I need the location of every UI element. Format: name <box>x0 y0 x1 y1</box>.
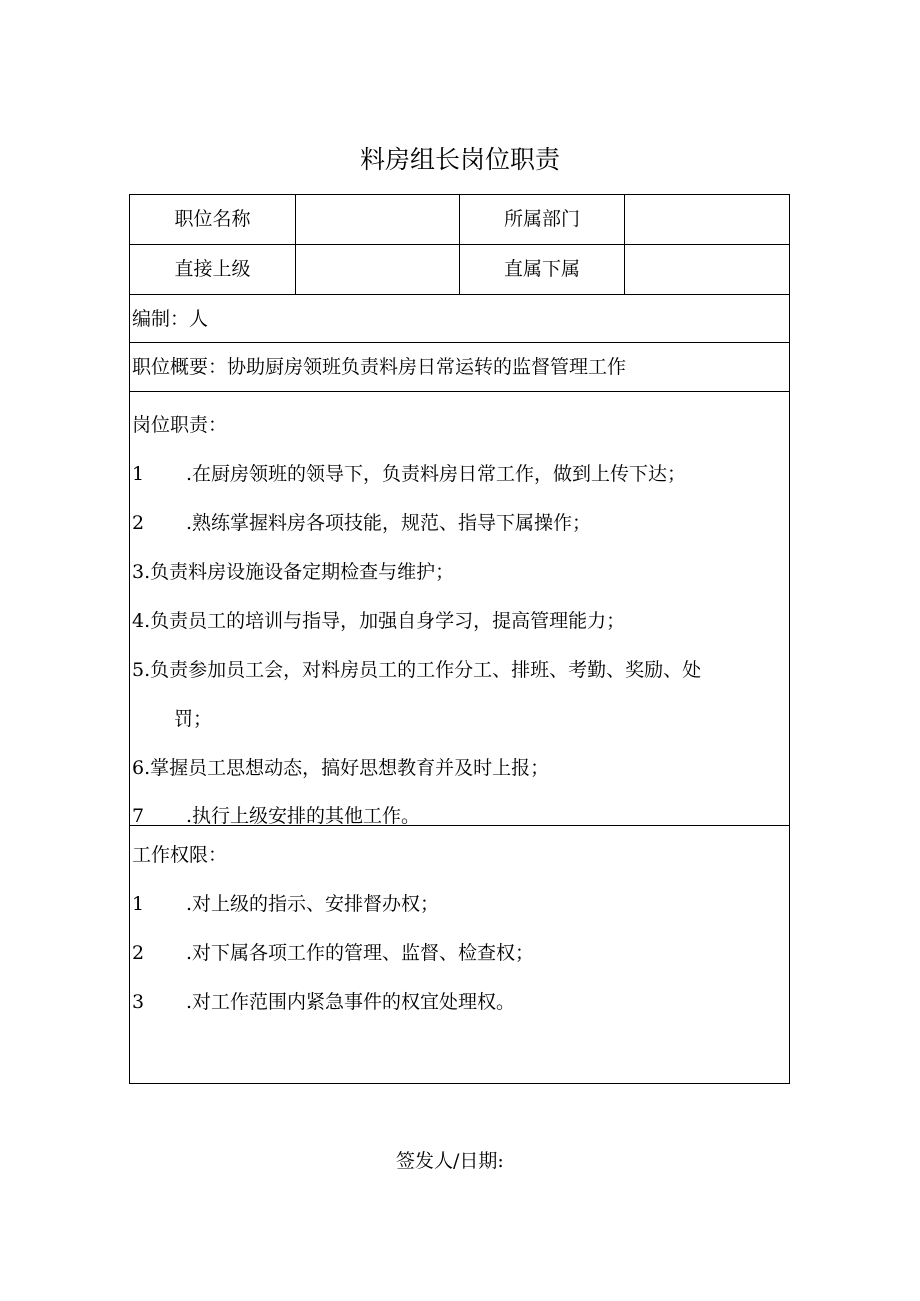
position-name-label: 职位名称 <box>174 208 251 230</box>
duty-text: .执行上级安排的其他工作。 <box>186 805 421 824</box>
authority-item <box>132 941 534 965</box>
job-description-table <box>129 194 790 1084</box>
duty-number: 7 <box>132 805 145 824</box>
position-summary: 职位概要：协助厨房领班负责料房日常运转的监督管理工作 <box>132 356 627 378</box>
duty-number: 2 <box>132 512 145 534</box>
row-divider <box>130 391 789 392</box>
duty-item <box>132 804 420 824</box>
duty-text: .在厨房领班的领导下，负责料房日常工作，做到上传下达； <box>186 463 687 485</box>
authority-text: .对工作范围内紧急事件的权宜处理权。 <box>186 991 516 1013</box>
authority-item <box>132 892 439 916</box>
column-divider <box>624 195 625 294</box>
authority-number: 2 <box>132 942 145 964</box>
duty-number: 1 <box>132 463 145 485</box>
authority-text: .对下属各项工作的管理、监督、检查权； <box>186 942 535 964</box>
signature-date-line: 签发人/日期: <box>396 1150 504 1172</box>
duty-item <box>132 511 591 535</box>
document-title: 料房组长岗位职责 <box>359 145 560 174</box>
duty-item-continuation: 罚； <box>174 708 213 730</box>
duty-item: 3.负责料房设施设备定期检查与维护； <box>132 561 455 583</box>
staffing-text: 编制：人 <box>132 308 209 330</box>
authority-number: 1 <box>132 893 145 915</box>
column-divider <box>295 195 296 294</box>
duty-item: 5.负责参加员工会，对料房员工的工作分工、排班、考勤、奖励、处 <box>132 659 702 681</box>
department-label: 所属部门 <box>503 208 580 230</box>
row-divider <box>130 825 789 826</box>
row-divider <box>130 294 789 295</box>
duty-item <box>132 462 686 486</box>
duty-item: 6.掌握员工思想动态，搞好思想教育并及时上报； <box>132 757 550 779</box>
authority-text: .对上级的指示、安排督办权； <box>186 893 440 915</box>
authority-item <box>132 990 515 1014</box>
authority-number: 3 <box>132 991 145 1013</box>
direct-superior-label: 直接上级 <box>174 258 251 280</box>
duties-heading: 岗位职责： <box>132 414 228 436</box>
authority-heading: 工作权限： <box>132 844 228 866</box>
duty-text: .熟练掌握料房各项技能，规范、指导下属操作； <box>186 512 592 534</box>
duty-item: 4.负责员工的培训与指导，加强自身学习，提高管理能力； <box>132 610 626 632</box>
row-divider <box>130 342 789 343</box>
direct-subordinate-label: 直属下属 <box>503 258 580 280</box>
